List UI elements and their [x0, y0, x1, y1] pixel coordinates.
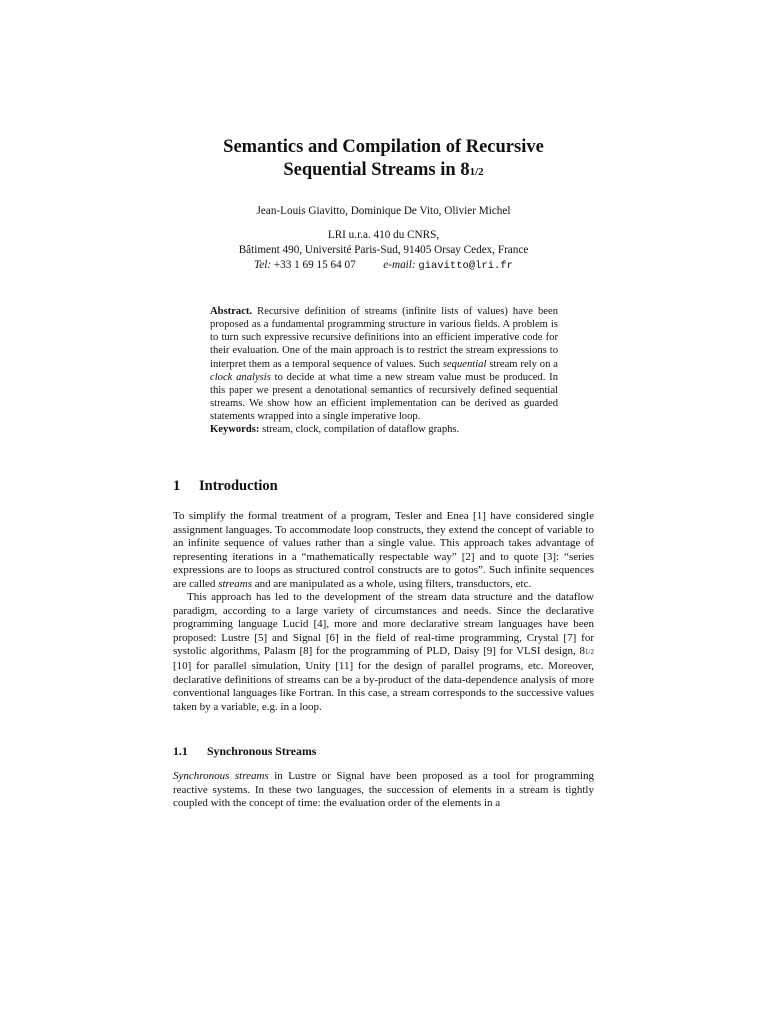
- intro-p2-text-b: [10] for parallel simulation, Unity [11] for the design of parallel programs, etc. Moreover, declarative definitions of streams can be a by-product of the data-dependence analysis of more conventional languages like Fortran. In this case, a stream corresponds to the successive values taken by a variable, e.g. in a loop.: [173, 660, 594, 713]
- author-list: Jean-Louis Giavitto, Dominique De Vito, Olivier Michel: [256, 205, 511, 217]
- keywords-label: Keywords:: [210, 424, 260, 436]
- tel-value: +33 1 69 15 64 07: [273, 259, 356, 271]
- subsection-number: 1.1: [173, 744, 188, 758]
- abstract-text-c: to decide at what time a new stream value must be produced. In this paper we present a denotational semantics of recursively defined sequential streams. We show how an efficient implementation can be derived as guarded statements wrapped into a single imperative loop.: [210, 371, 558, 423]
- abstract-paragraph: [210, 305, 558, 423]
- affiliation: [173, 228, 594, 274]
- synchronous-streams-body: [173, 770, 594, 811]
- section-number: 1: [173, 478, 181, 494]
- abstract-em-sequential: sequential: [442, 358, 487, 370]
- title-subscript: 1/2: [469, 166, 484, 178]
- sync-p1-em: Synchronous streams: [173, 770, 269, 782]
- intro-p2-text-a: This approach has led to the development of the stream data structure and the dataflow paradigm, according to a large variety of circumstances and needs. Since the declarative programming language Lucid [4], more and more declarative stream languages have been proposed: Lustre [5] and Signal [6] in the field of real-time programming, Crystal [7] for systolic algorithms, Palasm [8] for the programming of PLD, Daisy [9] for VLSI design, 8: [173, 591, 594, 658]
- intro-p1-text-a: To simplify the formal treatment of a program, Tesler and Enea [1] have considered single assignment languages. To accommodate loop constructs, they extend the concept of variable to an infinite sequence of values rather than a single value. This approach takes advantage of representing iterations in a “mathematically respectable way” [2] and to quote [3]: “series expressions are to loops as structured control constructs are to gotos”. Such infinite sequences are called: [173, 510, 594, 590]
- subsection-heading-synchronous-streams: [173, 744, 316, 759]
- keywords: [210, 423, 558, 436]
- paper-title: [163, 136, 604, 184]
- abstract-label: Abstract.: [210, 306, 253, 317]
- abstract-text-b: stream rely on a: [486, 358, 558, 370]
- title-line-2: Sequential Streams in 8: [283, 160, 470, 180]
- subsection-title: Synchronous Streams: [207, 744, 317, 758]
- tel-label: Tel:: [254, 259, 272, 271]
- section-heading-introduction: [173, 478, 278, 495]
- intro-p2-subscript: 1/2: [585, 648, 594, 657]
- section-title: Introduction: [199, 478, 278, 494]
- sync-p1-text: in Lustre or Signal have been proposed as a tool for programming reactive systems. In these two languages, the succession of elements in a stream is tightly coupled with the concept of time: the evaluation order of the elements in a: [173, 770, 595, 810]
- introduction-body: [173, 510, 594, 714]
- intro-p1-text-b: and are manipulated as a whole, using filters, transductors, etc.: [252, 577, 532, 590]
- affiliation-line-1: LRI u.r.a. 410 du CNRS,: [327, 229, 440, 241]
- sync-paragraph-1: [173, 770, 594, 811]
- intro-paragraph-2: [173, 591, 594, 714]
- intro-p1-em: streams: [218, 577, 253, 590]
- contact-line: [173, 258, 594, 274]
- abstract: [210, 305, 558, 437]
- affiliation-line-2: Bâtiment 490, Université Paris-Sud, 91405 Orsay Cedex, France: [238, 244, 529, 256]
- intro-paragraph-1: [173, 510, 594, 591]
- email-label: e-mail:: [383, 259, 416, 271]
- email-value: giavitto@lri.fr: [418, 260, 513, 272]
- abstract-em-clock: clock analysis: [210, 371, 271, 383]
- keywords-text: stream, clock, compilation of dataflow graphs.: [259, 424, 460, 436]
- title-line-1: Semantics and Compilation of Recursive: [223, 137, 544, 157]
- abstract-text-a: Recursive definition of streams (infinite lists of values) have been proposed as a fundamental programming structure in various fields. A problem is to turn such expressive recursive definitions into an efficient imperative code for their evaluation. One of the main approach is to restrict the stream expressions to interpret them as a temporal sequence of values. Such: [210, 306, 558, 370]
